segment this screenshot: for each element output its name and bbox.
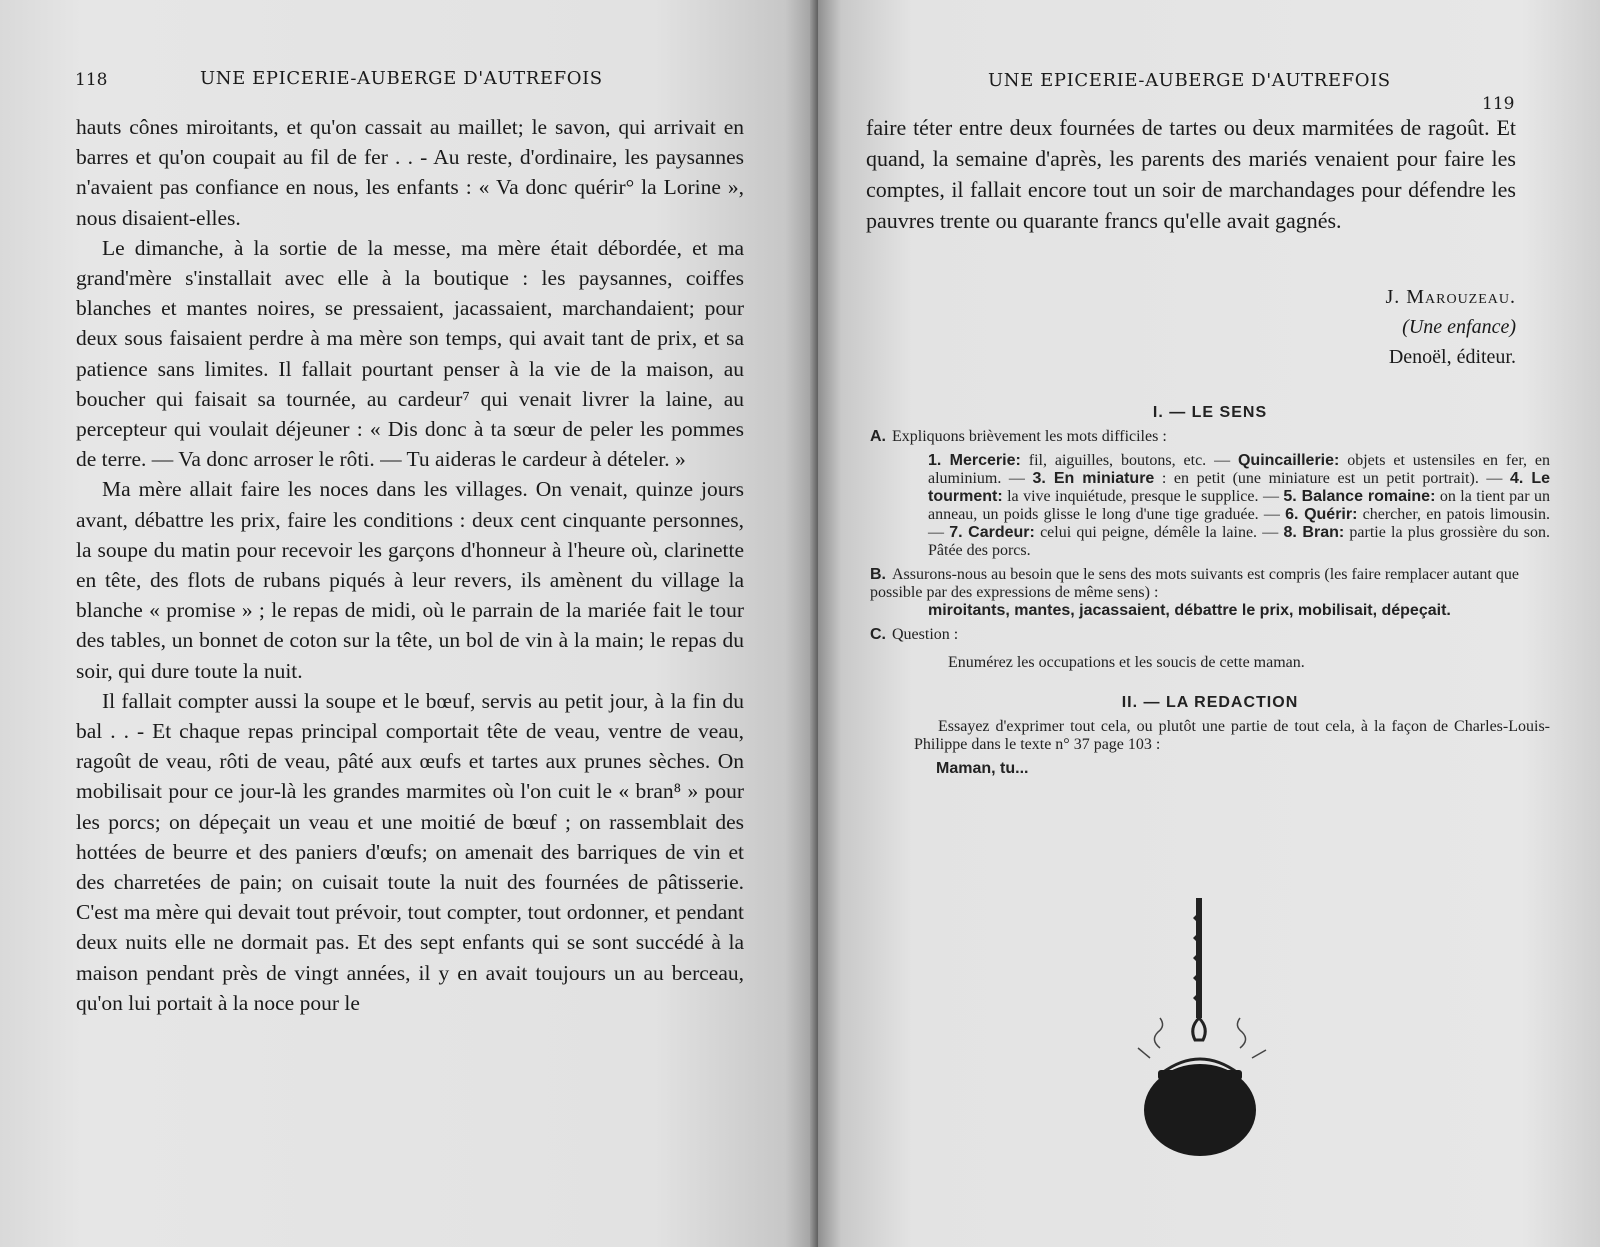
glossary-term: 6. Quérir: xyxy=(1285,506,1358,523)
glossary-def: fil, aiguilles, boutons, etc. — xyxy=(1020,452,1238,469)
page-number-left: 118 xyxy=(75,70,108,90)
glossary-term: 4. Le tourment: xyxy=(928,470,1551,505)
exercise-a-text: Expliquons brièvement les mots difficiles : xyxy=(892,428,1167,445)
paragraph: faire téter entre deux fournées de tartes ou deux marmitées de ragoût. Et quand, la semaine d'après, les parents des mariés venaient pour faire les comptes, il fallait encore tout un soir de marchandages pour défendre les pauvres trente ou quarante francs qu'elle avait gagnés. xyxy=(866,115,1516,233)
exercise-section xyxy=(870,404,1550,778)
glossary-def: partie la plus grossière du son. Pâtée des porcs. xyxy=(928,524,1551,559)
exercise-b-words: miroitants, mantes, jacassaient, débattre le prix, mobilisait, dépeçait. xyxy=(928,602,1451,619)
exercise-letter: A. xyxy=(870,428,886,445)
work-title: (Une enfance) xyxy=(1402,316,1516,338)
exercise-c xyxy=(870,626,1550,672)
glossary-term: 8. Bran: xyxy=(1283,524,1345,541)
left-body-text xyxy=(76,112,744,1018)
glossary-term: Quincaillerie: xyxy=(1237,452,1340,469)
redaction-instructions: Essayez d'exprimer tout cela, ou plutôt une partie de tout cela, à la façon de Charles-Louis-Philippe dans le texte n° 37 page 103 : xyxy=(914,718,1550,753)
redaction-lead: Maman, tu... xyxy=(936,760,1029,777)
glossary-term: 7. Cardeur: xyxy=(949,524,1035,541)
cooking-pot-illustration xyxy=(1100,898,1300,1188)
right-page xyxy=(818,0,1600,1247)
publisher: Denoël, éditeur. xyxy=(1388,346,1516,368)
trammel-hook-icon xyxy=(1193,898,1206,1040)
exercise-a xyxy=(870,428,1550,446)
glossary-def: on la tient par un anneau, un poids glisse le long d'une tige graduée. — xyxy=(928,488,1550,523)
glossary-term: 3. En miniature xyxy=(1032,470,1155,487)
section-title-la-redaction: II. — LA REDACTION xyxy=(1121,694,1299,711)
glossary-def: chercher, en patois limousin. — xyxy=(928,506,1550,541)
signature-block xyxy=(1385,282,1516,372)
exercise-letter: C. xyxy=(870,626,886,643)
glossary-term: 1. Mercerie: xyxy=(928,452,1021,469)
pot-icon xyxy=(1144,1059,1256,1156)
exercise-b xyxy=(870,566,1550,620)
exercise-letter: B. xyxy=(870,566,886,583)
running-head-right: UNE EPICERIE-AUBERGE D'AUTREFOIS xyxy=(988,70,1391,91)
author-name: J. Marouzeau. xyxy=(1385,286,1516,308)
section-title-le-sens: I. — LE SENS xyxy=(1152,404,1268,421)
glossary-def: : en petit (une miniature est un petit portrait). — xyxy=(1154,470,1510,487)
glossary-term: 5. Balance romaine: xyxy=(1283,488,1436,505)
paragraph: Le dimanche, à la sortie de la messe, ma mère était débordée, et ma grand'mère s'installait avec elle à la boutique : les paysannes, coiffes blanches et mantes noires, se pressaient, jacassaient, marchandaient; pour deux sous faisaient perdre à ma mère son temps, qui avait tant de prix, et sa patience sans limites. Il fallait pourtant penser à la vie de la maison, au boucher qui faisait sa tournée, au cardeur⁷ qui venait livrer la laine, au percepteur qui voulait déjeuner : « Dis donc à ta sœur de peler les pommes de terre. — Va donc arroser le rôti. — Tu aideras le cardeur à dételer. » xyxy=(76,235,744,472)
paragraph: Ma mère allait faire les noces dans les villages. On venait, quinze jours avant, débattre les prix, faire les conditions : deux cent cinquante personnes, la soupe du matin pour recevoir les garçons d'honneur à l'heure où, clarinette en tête, des flots de rubans piqués à leur revers, ils amènent du village la blanche « promise » ; le repas de midi, où le parrain de la mariée fait le tour des tables, un bonnet de coton sur la tête, un bol de vin à la main; le repas du soir, qui dure toute la nuit. xyxy=(76,477,744,683)
redaction-text xyxy=(870,718,1550,754)
running-head-left: UNE EPICERIE-AUBERGE D'AUTREFOIS xyxy=(200,68,603,89)
glossary-def: la vive inquiétude, presque le supplice. — xyxy=(1002,488,1284,505)
glossary xyxy=(870,452,1550,560)
glossary-def: objets et ustensiles en fer, en aluminium. — xyxy=(928,452,1551,487)
exercise-c-text: Question : xyxy=(892,626,959,643)
paragraph: hauts cônes miroitants, et qu'on cassait au maillet; le savon, qui arrivait en barres et qu'on coupait au fil de fer . . - Au reste, d'ordinaire, les paysannes n'avaient pas confiance en nous, les enfants : « Va donc quérir° la Lorine », nous disaient-elles. xyxy=(76,115,744,230)
glossary-def: celui qui peigne, démêle la laine. — xyxy=(1034,524,1284,541)
paragraph: Il fallait compter aussi la soupe et le bœuf, servis au petit jour, à la fin du bal . . - Et chaque repas principal comportait tête de veau, ventre de veau, ragoût de veau, rôti de veau, pâté aux œufs et tartes aux prunes sèches. On mobilisait pour ce jour-là les grandes marmites où l'on cuit le « bran⁸ » pour les porcs; on dépeçait un veau et une moitié de bœuf ; on rassemblait des hottées de beurre et des paniers d'œufs; on amenait des barriques de vin et des charretées de pain; on cuisait toute la nuit des fournées de pâtisserie. C'est ma mère qui devait tout prévoir, tout compter, tout ordonner, et pendant deux nuits elle ne dormait pas. Et des sept enfants qui se sont succédé à la maison pendant près de vingt années, il y en avait toujours un au berceau, qu'on lui portait à la noce pour le xyxy=(76,688,744,1015)
page-number-right: 119 xyxy=(1482,94,1515,114)
exercise-b-text: Assurons-nous au besoin que le sens des mots suivants est compris (les faire remplacer autant que possible par des expressions de même sens) : xyxy=(870,566,1519,601)
right-body-text xyxy=(866,112,1516,236)
exercise-c-question: Enumérez les occupations et les soucis de cette maman. xyxy=(948,654,1305,671)
